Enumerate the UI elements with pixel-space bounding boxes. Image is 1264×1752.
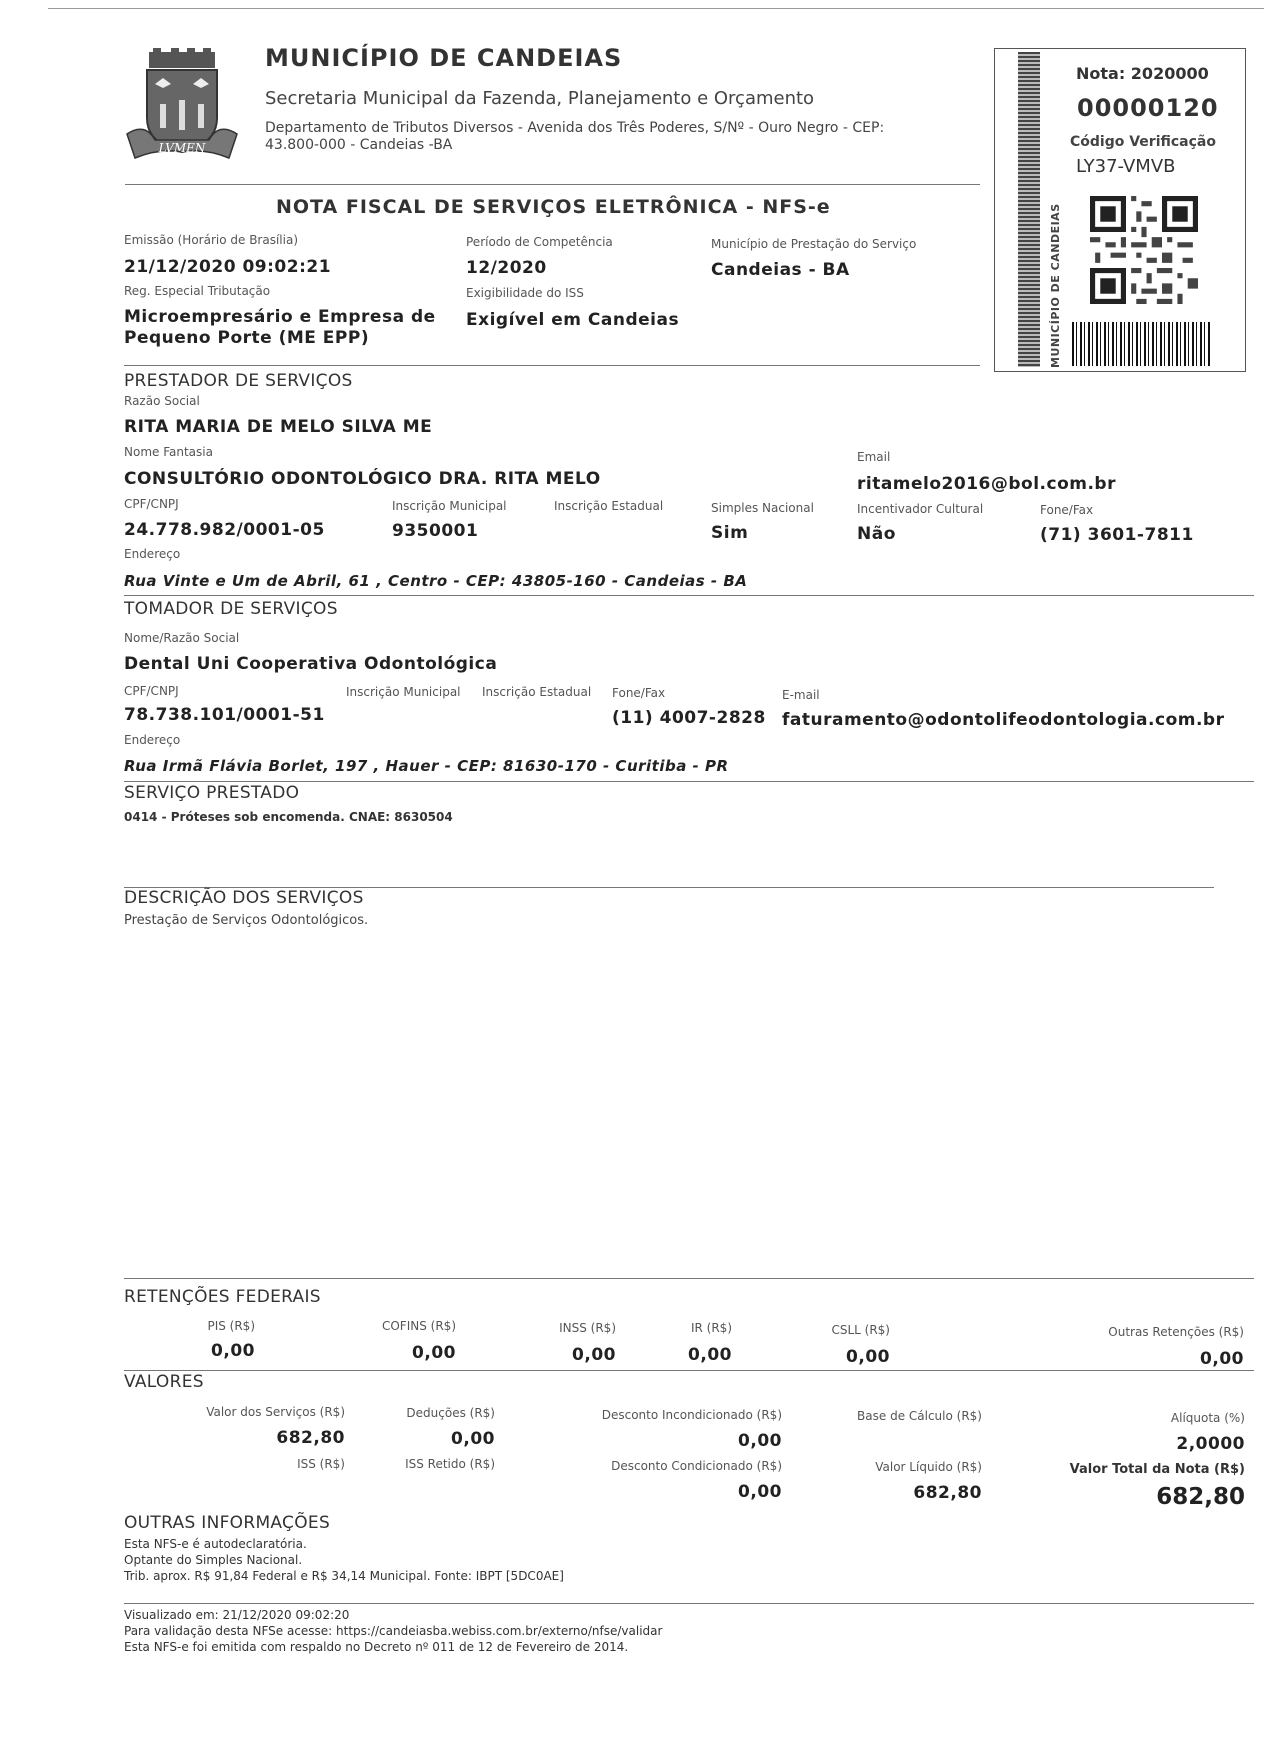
valor-liquido-label: Valor Líquido (R$) — [875, 1460, 982, 1474]
descricao-section-title: DESCRIÇÃO DOS SERVIÇOS — [124, 888, 364, 908]
prestador-simples-label: Simples Nacional — [711, 501, 814, 515]
nota-number: 00000120 — [1077, 94, 1219, 122]
outras-informacoes-title: OUTRAS INFORMAÇÕES — [124, 1513, 331, 1533]
aliquota-value: 2,0000 — [1176, 1434, 1245, 1454]
prestador-cnpj-value: 24.778.982/0001-05 — [124, 520, 325, 540]
outras-info-line3: Trib. aprox. R$ 91,84 Federal e R$ 34,14 Municipal. Fonte: IBPT [5DC0AE] — [124, 1569, 564, 1583]
servico-section-title: SERVIÇO PRESTADO — [124, 783, 300, 803]
valor-servicos-value: 682,80 — [276, 1428, 345, 1448]
tomador-email-label: E-mail — [782, 688, 820, 702]
prestador-razao-label: Razão Social — [124, 394, 200, 408]
departamento-address-line2: 43.800-000 - Candeias -BA — [265, 137, 453, 153]
departamento-address-line1: Departamento de Tributos Diversos - Avenida dos Três Poderes, S/Nº - Ouro Negro - CEP: — [265, 120, 885, 136]
regime-label: Reg. Especial Tributação — [124, 284, 271, 298]
tomador-section-title: TOMADOR DE SERVIÇOS — [124, 599, 338, 619]
inss-value: 0,00 — [572, 1345, 616, 1365]
iss-retido-label: ISS Retido (R$) — [405, 1457, 495, 1471]
prestador-razao-value: RITA MARIA DE MELO SILVA ME — [124, 417, 433, 437]
vertical-barcode-strip — [1018, 52, 1040, 367]
prestador-fone-label: Fone/Fax — [1040, 503, 1094, 517]
descricao-value: Prestação de Serviços Odontológicos. — [124, 913, 369, 928]
desconto-incondicionado-label: Desconto Incondicionado (R$) — [601, 1408, 782, 1422]
tomador-endereco-label: Endereço — [124, 733, 181, 747]
municipality-title: MUNICÍPIO DE CANDEIAS — [265, 44, 623, 72]
tomador-endereco-value: Rua Irmã Flávia Borlet, 197 , Hauer - CEP: 81630-170 - Curitiba - PR — [124, 757, 729, 775]
cofins-value: 0,00 — [412, 1343, 456, 1363]
prestador-cnpj-label: CPF/CNPJ — [124, 497, 179, 511]
emissao-value: 21/12/2020 09:02:21 — [124, 257, 332, 277]
ir-label: IR (R$) — [690, 1321, 732, 1335]
exigibilidade-label: Exigibilidade do ISS — [466, 286, 584, 300]
valor-servicos-label: Valor dos Serviços (R$) — [206, 1405, 345, 1419]
exigibilidade-value: Exigível em Candeias — [466, 310, 680, 330]
aliquota-label: Alíquota (%) — [1170, 1411, 1245, 1425]
header-divider — [125, 184, 980, 185]
emissao-divider — [124, 365, 980, 366]
barcode-icon — [1072, 322, 1212, 366]
inss-label: INSS (R$) — [559, 1321, 616, 1335]
prestador-email-value: ritamelo2016@bol.com.br — [857, 474, 1116, 494]
tomador-nome-label: Nome/Razão Social — [124, 631, 240, 645]
qr-code-icon — [1090, 196, 1198, 304]
cofins-label: COFINS (R$) — [381, 1319, 456, 1333]
outras-retencoes-label: Outras Retenções (R$) — [1108, 1325, 1244, 1339]
municipal-crest-icon — [125, 48, 240, 168]
servico-value: 0414 - Próteses sob encomenda. CNAE: 8630504 — [124, 810, 453, 824]
prestador-endereco-value: Rua Vinte e Um de Abril, 61 , Centro - CEP: 43805-160 - Candeias - BA — [124, 572, 748, 590]
base-calculo-label: Base de Cálculo (R$) — [857, 1409, 982, 1423]
pis-label: PIS (R$) — [207, 1319, 255, 1333]
prestador-im-value: 9350001 — [392, 521, 479, 541]
prestador-simples-value: Sim — [711, 523, 749, 543]
prestador-section-title: PRESTADOR DE SERVIÇOS — [124, 371, 353, 391]
top-border — [48, 8, 1264, 9]
tomador-ie-label: Inscrição Estadual — [482, 685, 592, 699]
competencia-value: 12/2020 — [466, 258, 547, 278]
valor-total-value: 682,80 — [1156, 1484, 1245, 1510]
footer-decreto: Esta NFS-e foi emitida com respaldo no Decreto nº 011 de 12 de Fevereiro de 2014. — [124, 1640, 629, 1654]
prestador-ie-label: Inscrição Estadual — [554, 499, 664, 513]
retencoes-section-title: RETENÇÕES FEDERAIS — [124, 1287, 321, 1307]
pis-value: 0,00 — [211, 1341, 255, 1361]
secretaria-name: Secretaria Municipal da Fazenda, Planejamento e Orçamento — [265, 88, 815, 109]
deducoes-value: 0,00 — [451, 1429, 495, 1449]
prestador-incentivador-value: Não — [857, 524, 896, 544]
tomador-divider — [124, 781, 1254, 782]
outras-info-line2: Optante do Simples Nacional. — [124, 1553, 303, 1567]
prestador-endereco-label: Endereço — [124, 547, 181, 561]
outras-info-line1: Esta NFS-e é autodeclaratória. — [124, 1537, 307, 1551]
desconto-incondicionado-value: 0,00 — [738, 1431, 782, 1451]
nota-label: Nota: 2020000 — [1076, 64, 1209, 83]
tomador-fone-value: (11) 4007-2828 — [612, 708, 766, 728]
tomador-cnpj-value: 78.738.101/0001-51 — [124, 705, 325, 725]
valor-total-label: Valor Total da Nota (R$) — [1069, 1462, 1245, 1477]
regime-value-line1: Microempresário e Empresa de — [124, 307, 436, 327]
valores-divider — [124, 1370, 1254, 1371]
tomador-im-label: Inscrição Municipal — [346, 685, 461, 699]
prestador-email-label: Email — [857, 450, 891, 464]
desconto-condicionado-value: 0,00 — [738, 1482, 782, 1502]
valor-liquido-value: 682,80 — [913, 1483, 982, 1503]
document-title: NOTA FISCAL DE SERVIÇOS ELETRÔNICA - NFS-e — [276, 196, 831, 218]
footer-visualizado: Visualizado em: 21/12/2020 09:02:20 — [124, 1608, 350, 1622]
vertical-municipio-label: MUNICÍPIO DE CANDEIAS — [1049, 203, 1062, 368]
codigo-verificacao-value: LY37-VMVB — [1076, 156, 1176, 177]
municipio-prestacao-value: Candeias - BA — [711, 260, 850, 280]
csll-label: CSLL (R$) — [831, 1323, 890, 1337]
tomador-email-value: faturamento@odontolifeodontologia.com.br — [782, 710, 1225, 730]
emissao-label: Emissão (Horário de Brasília) — [124, 233, 298, 247]
prestador-incentivador-label: Incentivador Cultural — [857, 502, 984, 516]
prestador-fone-value: (71) 3601-7811 — [1040, 525, 1194, 545]
deducoes-label: Deduções (R$) — [406, 1406, 495, 1420]
ir-value: 0,00 — [688, 1345, 732, 1365]
competencia-label: Período de Competência — [466, 235, 613, 249]
valores-section-title: VALORES — [124, 1372, 204, 1392]
regime-value-line2: Pequeno Porte (ME EPP) — [124, 328, 370, 348]
prestador-divider — [124, 595, 1254, 596]
prestador-fantasia-label: Nome Fantasia — [124, 445, 213, 459]
outras-retencoes-value: 0,00 — [1200, 1349, 1244, 1369]
prestador-fantasia-value: CONSULTÓRIO ODONTOLÓGICO DRA. RITA MELO — [124, 469, 601, 489]
tomador-fone-label: Fone/Fax — [612, 686, 666, 700]
svg-text:LVMEN: LVMEN — [158, 141, 206, 155]
tomador-nome-value: Dental Uni Cooperativa Odontológica — [124, 654, 498, 674]
retencoes-divider — [124, 1278, 1254, 1279]
municipio-prestacao-label: Município de Prestação do Serviço — [711, 237, 917, 251]
codigo-verificacao-label: Código Verificação — [1070, 134, 1216, 150]
footer-divider — [124, 1603, 1254, 1604]
footer-validacao-url: Para validação desta NFSe acesse: https://candeiasba.webiss.com.br/externo/nfse/validar — [124, 1624, 663, 1638]
prestador-im-label: Inscrição Municipal — [392, 499, 507, 513]
tomador-cnpj-label: CPF/CNPJ — [124, 684, 179, 698]
desconto-condicionado-label: Desconto Condicionado (R$) — [611, 1459, 782, 1473]
csll-value: 0,00 — [846, 1347, 890, 1367]
iss-label: ISS (R$) — [297, 1457, 345, 1471]
